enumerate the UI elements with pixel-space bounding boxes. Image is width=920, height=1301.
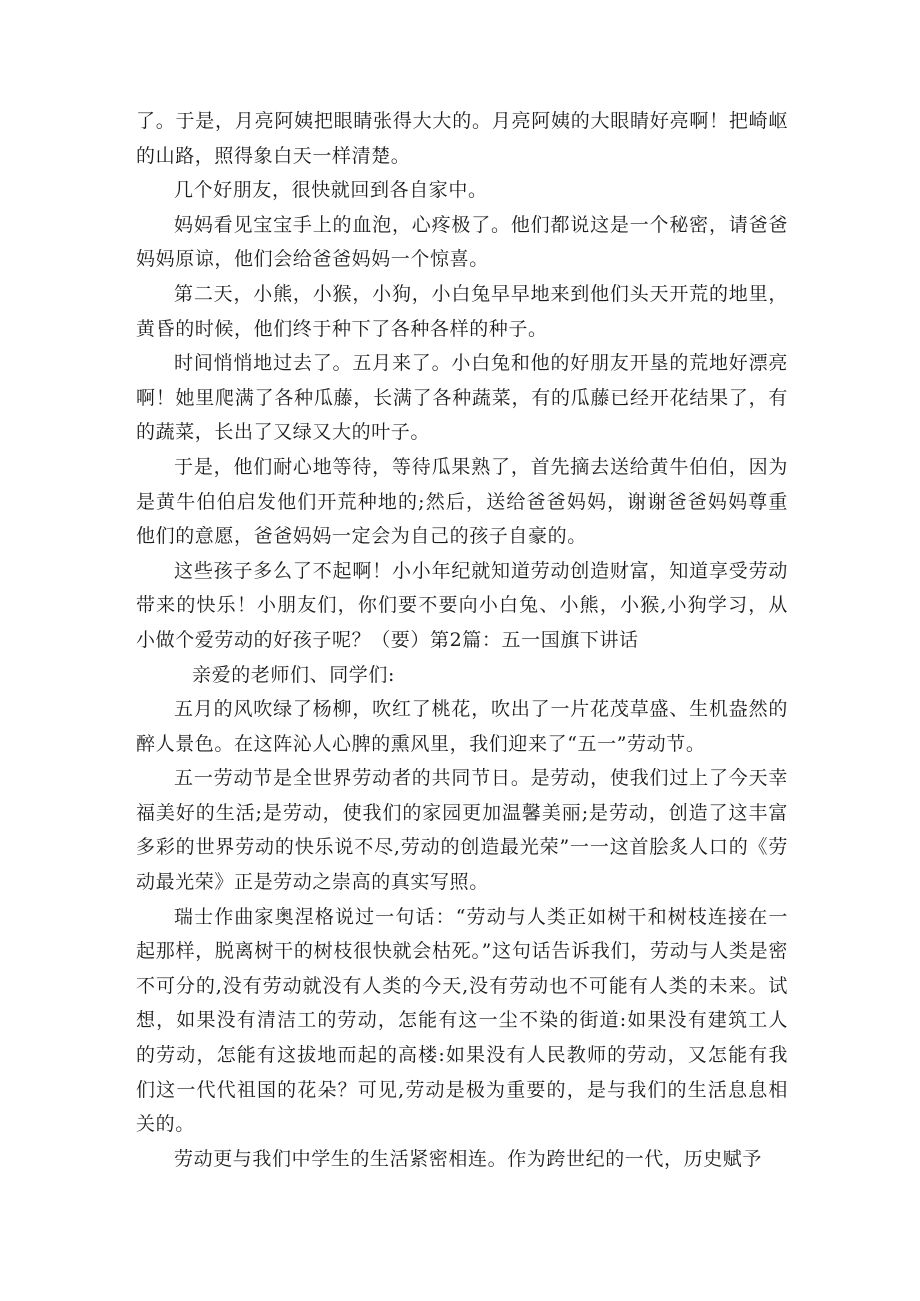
paragraph: 劳动更与我们中学生的生活紧密相连。作为跨世纪的一代，历史赋予 <box>174 1147 763 1170</box>
salutation: 亲爱的老师们、同学们: <box>192 663 396 686</box>
paragraph: 时间悄悄地过去了。五月来了。小白兔和他的好朋友开垦的荒地好漂亮啊！她里爬满了各种瓜藤，长满了各种蔬菜，有的瓜藤已经开花结果了，有的蔬菜，长出了又绿又大的叶子。 <box>136 352 788 444</box>
paragraph: 了。于是，月亮阿姨把眼睛张得大大的。月亮阿姨的大眼睛好亮啊！把崎岖的山路，照得象白天一样清楚。 <box>136 110 788 167</box>
paragraph: 第二天，小熊，小猴，小狗，小白兔早早地来到他们头天开荒的地里，黄昏的时候，他们终于种下了各种各样的种子。 <box>136 282 788 340</box>
paragraph: 五月的风吹绿了杨柳，吹红了桃花，吹出了一片花茂草盛、生机盎然的醉人景色。在这阵沁人心脾的熏风里，我们迎来了“五一”劳动节。 <box>136 698 788 755</box>
paragraph: 瑞士作曲家奥涅格说过一句话：“劳动与人类正如树干和树枝连接在一起那样，脱离树干的树枝很快就会枯死。”这句话告诉我们，劳动与人类是密不可分的,没有劳动就没有人类的今天,没有劳动也不可能有人类的未来。试想，如果没有清洁工的劳动，怎能有这一尘不染的街道:如果没有建筑工人的劳动，怎能有这拔地而起的高楼:如果没有人民教师的劳动，又怎能有我们这一代代祖国的花朵？可见,劳动是极为重要的，是与我们的生活息息相关的。 <box>136 905 788 1136</box>
paragraph: 于是，他们耐心地等待，等待瓜果熟了，首先摘去送给黄牛伯伯，因为是黄牛伯伯启发他们开荒种地的;然后，送给爸爸妈妈，谢谢爸爸妈妈尊重他们的意愿，爸爸妈妈一定会为自己的孩子自豪的。 <box>136 455 788 548</box>
paragraph: 妈妈看见宝宝手上的血泡，心疼极了。他们都说这是一个秘密，请爸爸妈妈原谅，他们会给爸爸妈妈一个惊喜。 <box>136 213 788 271</box>
paragraph: 几个好朋友，很快就回到各自家中。 <box>174 179 488 202</box>
document-page <box>136 104 788 1176</box>
paragraph: 五一劳动节是全世界劳动者的共同节日。是劳动，使我们过上了今天幸福美好的生活;是劳动，使我们的家园更加温馨美丽;是劳动，创造了这丰富多彩的世界劳动的快乐说不尽,劳动的创造最光荣”一一这首脍炙人口的《劳动最光荣》正是劳动之崇高的真实写照。 <box>136 767 788 894</box>
paragraph: 这些孩子多么了不起啊！小小年纪就知道劳动创造财富，知道享受劳动带来的快乐！小朋友们，你们要不要向小白兔、小熊，小猴,小狗学习，从小做个爱劳动的好孩子呢？（要）第2篇：五一国旗下讲话 <box>136 559 788 651</box>
